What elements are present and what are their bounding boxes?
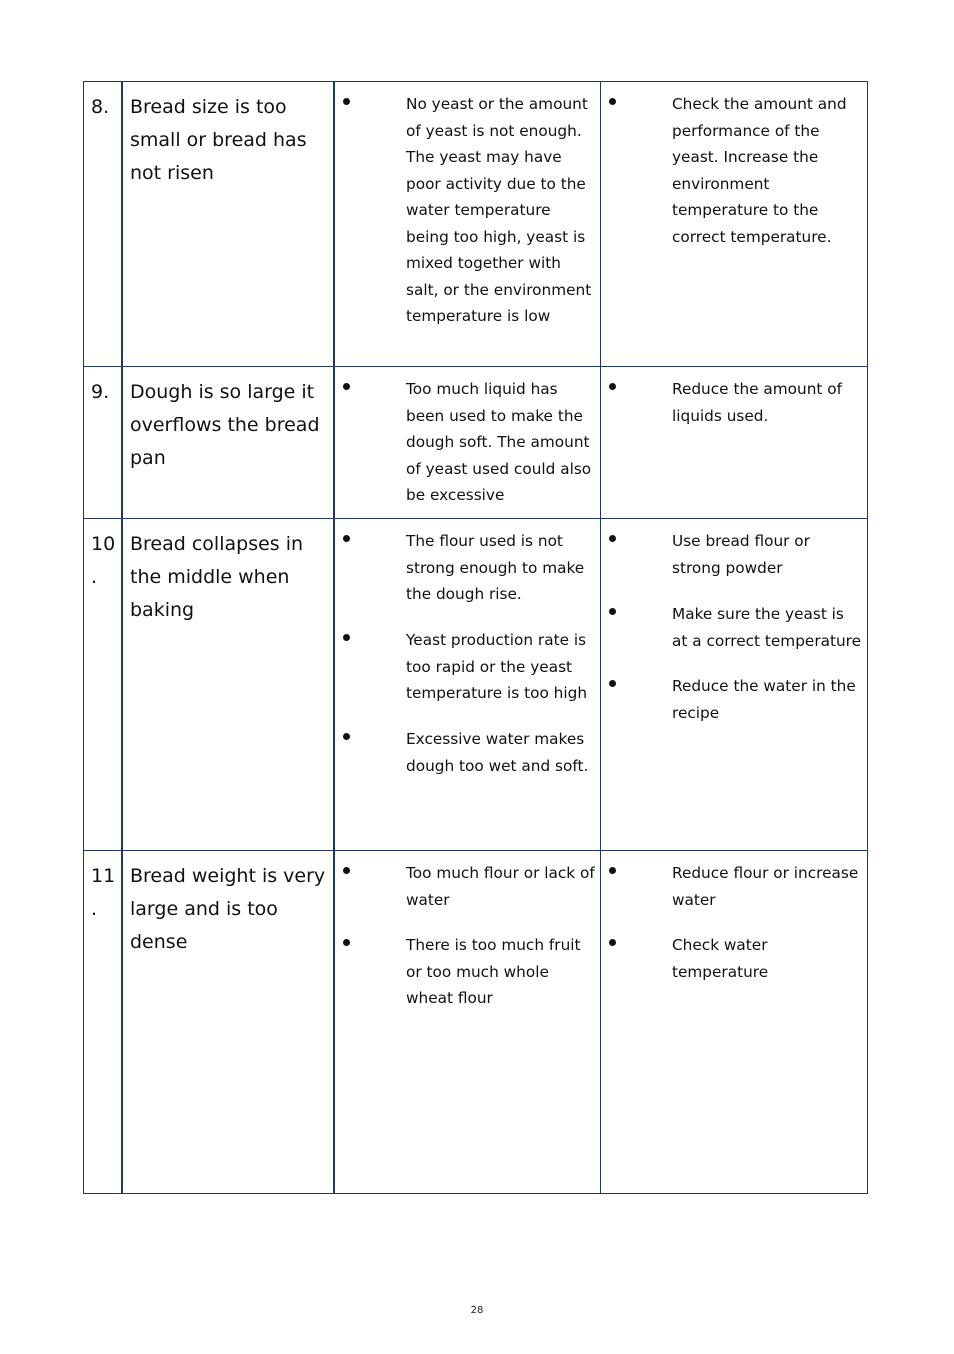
bullet-icon <box>343 733 350 740</box>
cause-text: The flour used is not strong enough to make the dough rise. <box>406 532 585 603</box>
issue-cell <box>123 367 335 518</box>
cause-text: There is too much fruit or too much whole wheat flour <box>406 936 581 1007</box>
issue-cell <box>123 82 335 366</box>
row-number-cell <box>84 519 123 850</box>
bullet-icon <box>609 98 616 105</box>
solution-text: Reduce flour or increase water <box>672 864 859 909</box>
bullet-icon <box>609 680 616 687</box>
issue-cell <box>123 851 335 1193</box>
bullet-icon <box>609 867 616 874</box>
bullet-icon <box>343 939 350 946</box>
row-number-cell <box>84 82 123 366</box>
row-number-cell <box>84 851 123 1193</box>
solution-text: Check the amount and performance of the yeast. Increase the environment temperature to the correct temperature. <box>672 95 847 246</box>
solution-cell <box>601 519 867 850</box>
bullet-icon <box>343 383 350 390</box>
bullet-icon <box>343 634 350 641</box>
table-row <box>84 518 867 850</box>
cause-cell <box>335 367 601 518</box>
cause-cell <box>335 82 601 366</box>
table-row <box>84 82 867 366</box>
issue-text: Bread weight is very large and is too dense <box>130 865 326 953</box>
cause-cell <box>335 851 601 1193</box>
solution-text: Use bread flour or strong powder <box>672 532 810 577</box>
row-number: 8. <box>91 96 110 118</box>
solution-cell <box>601 851 867 1193</box>
row-number: 11 . <box>91 865 116 920</box>
bullet-icon <box>343 535 350 542</box>
issue-text: Bread size is too small or bread has not risen <box>130 96 307 184</box>
bullet-icon <box>343 98 350 105</box>
row-number-cell <box>84 367 123 518</box>
cause-text: No yeast or the amount of yeast is not enough. The yeast may have poor activity due to the water temperature being too high, yeast is mixed together with salt, or the environment temperature is low <box>406 95 592 325</box>
solution-text: Reduce the water in the recipe <box>672 677 856 722</box>
solution-text: Reduce the amount of liquids used. <box>672 380 843 425</box>
issue-text: Dough is so large it overflows the bread pan <box>130 381 320 469</box>
solution-cell <box>601 82 867 366</box>
page-number: 28 <box>470 1305 484 1316</box>
solution-text: Check water temperature <box>672 936 769 981</box>
cause-text: Yeast production rate is too rapid or the yeast temperature is too high <box>406 631 588 702</box>
bullet-icon <box>343 867 350 874</box>
troubleshooting-table <box>83 81 868 1194</box>
solution-cell <box>601 367 867 518</box>
cause-cell <box>335 519 601 850</box>
bullet-icon <box>609 608 616 615</box>
bullet-icon <box>609 535 616 542</box>
bullet-icon <box>609 383 616 390</box>
issue-cell <box>123 519 335 850</box>
table-row <box>84 850 867 1193</box>
cause-text: Excessive water makes dough too wet and soft. <box>406 730 589 775</box>
cause-text: Too much flour or lack of water <box>406 864 595 909</box>
bullet-icon <box>609 939 616 946</box>
issue-text: Bread collapses in the middle when baking <box>130 533 304 621</box>
solution-text: Make sure the yeast is at a correct temperature <box>672 605 862 650</box>
table-row <box>84 366 867 518</box>
cause-text: Too much liquid has been used to make the dough soft. The amount of yeast used could also be excessive <box>406 380 592 504</box>
row-number: 10 . <box>91 533 116 588</box>
row-number: 9. <box>91 381 110 403</box>
